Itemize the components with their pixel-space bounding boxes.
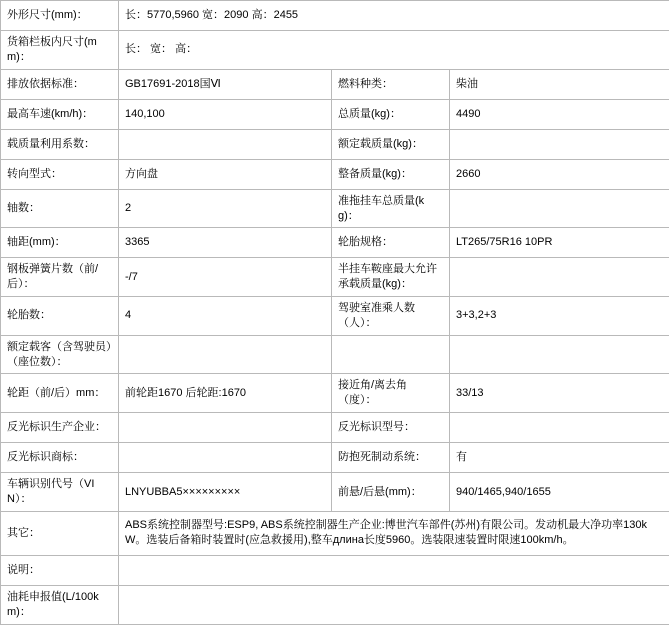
row-label-wheelbase: 轴距(mm)： xyxy=(1,228,119,258)
table-row xyxy=(1,585,669,624)
table-row xyxy=(1,189,669,228)
table-row xyxy=(1,69,669,99)
row-value-abs: 有 xyxy=(450,443,669,473)
row-value-rated-passengers xyxy=(119,335,332,374)
row-value-wheelbase: 3365 xyxy=(119,228,332,258)
row-value-load-factor xyxy=(119,129,332,159)
row-label-overhang: 前悬/后悬(mm)： xyxy=(332,473,450,512)
row-value-approach-departure-angle: 33/13 xyxy=(450,374,669,413)
row-value-trailer-mass xyxy=(450,189,669,228)
table-row xyxy=(1,374,669,413)
row-value-cargo-box: 长： 宽： 高： xyxy=(119,31,669,70)
table-row xyxy=(1,129,669,159)
row-value-emission-standard: GB17691-2018国Ⅵ xyxy=(119,69,332,99)
row-label-dimensions: 外形尺寸(mm)： xyxy=(1,1,119,31)
row-label-load-factor: 载质量利用系数： xyxy=(1,129,119,159)
row-label-cab-seats: 驾驶室准乘人数（人）： xyxy=(332,297,450,336)
row-label-rated-load: 额定载质量(kg)： xyxy=(332,129,450,159)
table-row xyxy=(1,31,669,70)
row-label-saddle-mass: 半挂车鞍座最大允许承载质量(kg)： xyxy=(332,258,450,297)
row-value-saddle-mass xyxy=(450,258,669,297)
row-value-overhang: 940/1465,940/1655 xyxy=(450,473,669,512)
row-value-curb-mass: 2660 xyxy=(450,159,669,189)
row-label-other: 其它： xyxy=(1,511,119,555)
row-label-fuel-type: 燃料种类： xyxy=(332,69,450,99)
row-label-abs: 防抱死制动系统： xyxy=(332,443,450,473)
row-value-dimensions: 长：5770,5960 宽：2090 高：2455 xyxy=(119,1,669,31)
table-row xyxy=(1,228,669,258)
table-row xyxy=(1,413,669,443)
row-value-axle-count: 2 xyxy=(119,189,332,228)
row-value-tire-spec: LT265/75R16 10PR xyxy=(450,228,669,258)
row-value-fuel-type: 柴油 xyxy=(450,69,669,99)
row-label-axle-count: 轴数： xyxy=(1,189,119,228)
row-label-fuel-consumption: 油耗申报值(L/100km)： xyxy=(1,585,119,624)
row-label-trailer-mass: 准拖挂车总质量(kg)： xyxy=(332,189,450,228)
table-row xyxy=(1,443,669,473)
row-label-tire-spec: 轮胎规格： xyxy=(332,228,450,258)
row-label-reflective-maker: 反光标识生产企业： xyxy=(1,413,119,443)
row-value-steering-type: 方向盘 xyxy=(119,159,332,189)
table-row xyxy=(1,1,669,31)
row-label-rated-passengers: 额定载客（含驾驶员）（座位数）： xyxy=(1,335,119,374)
row-value-vin: LNYUBBA5××××××××× xyxy=(119,473,332,512)
row-value-tire-count: 4 xyxy=(119,297,332,336)
row-value-other: ABS系统控制器型号:ESP9, ABS系统控制器生产企业:博世汽车部件(苏州)有限公司。发动机最大净功率130kW。选装后备箱时装置时(应急救援用),整车длина长度5960。选装限速装置时限速100km/h。 xyxy=(119,511,669,555)
row-value-cab-seats: 3+3,2+3 xyxy=(450,297,669,336)
row-label-reflective-brand: 反光标识商标： xyxy=(1,443,119,473)
table-row xyxy=(1,335,669,374)
row-label-emission-standard: 排放依据标准： xyxy=(1,69,119,99)
row-label-reflective-model: 反光标识型号： xyxy=(332,413,450,443)
table-row xyxy=(1,555,669,585)
row-value-fuel-consumption xyxy=(119,585,669,624)
row-label-leaf-spring: 钢板弹簧片数（前/后）： xyxy=(1,258,119,297)
row-label-approach-departure-angle: 接近角/离去角（度）： xyxy=(332,374,450,413)
row-label-steering-type: 转向型式： xyxy=(1,159,119,189)
row-value-rated-load xyxy=(450,129,669,159)
row-value-leaf-spring: -/7 xyxy=(119,258,332,297)
row-value-remark xyxy=(119,555,669,585)
table-row xyxy=(1,511,669,555)
table-row xyxy=(1,473,669,512)
row-label-vin: 车辆识别代号（VIN）： xyxy=(1,473,119,512)
row-label-max-speed: 最高车速(km/h)： xyxy=(1,99,119,129)
row-label-blank-1 xyxy=(332,335,450,374)
table-row xyxy=(1,297,669,336)
row-label-tire-count: 轮胎数： xyxy=(1,297,119,336)
row-label-remark: 说明： xyxy=(1,555,119,585)
table-row xyxy=(1,99,669,129)
row-value-max-speed: 140,100 xyxy=(119,99,332,129)
row-value-reflective-maker xyxy=(119,413,332,443)
table-row xyxy=(1,159,669,189)
row-label-track-width: 轮距（前/后）mm： xyxy=(1,374,119,413)
row-value-gross-mass: 4490 xyxy=(450,99,669,129)
row-label-cargo-box: 货箱栏板内尺寸(mm)： xyxy=(1,31,119,70)
row-value-track-width: 前轮距1670 后轮距:1670 xyxy=(119,374,332,413)
row-value-reflective-model xyxy=(450,413,669,443)
row-value-blank-1 xyxy=(450,335,669,374)
row-label-curb-mass: 整备质量(kg)： xyxy=(332,159,450,189)
table-row xyxy=(1,258,669,297)
row-label-gross-mass: 总质量(kg)： xyxy=(332,99,450,129)
row-value-reflective-brand xyxy=(119,443,332,473)
